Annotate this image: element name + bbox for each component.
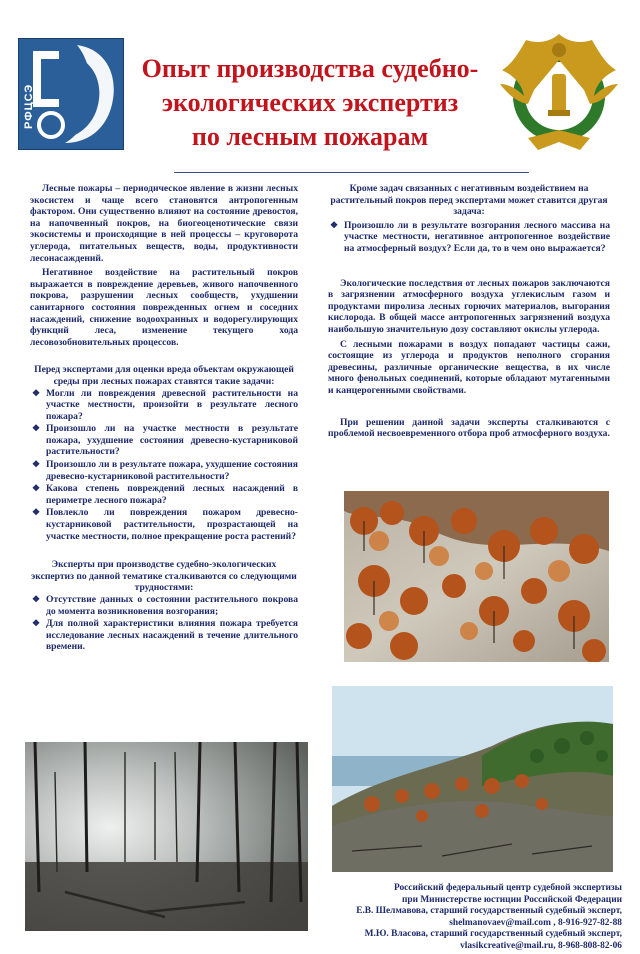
right-column xyxy=(328,183,610,440)
coastal-burnt-hill-photo xyxy=(332,686,613,872)
diamond-bullet-icon: ❖ xyxy=(32,387,41,398)
title-line-1: Опыт производства судебно- xyxy=(141,54,479,83)
list-item: ❖ Могли ли повреждения древесной растительности на участке местности, произойти в результате лесного пожара? xyxy=(32,387,298,422)
questions-list xyxy=(30,388,298,543)
left-paragraph-2: Негативное воздействие на растительный покров выражается в повреждение деревьев, живого напочвенного покрова, разрушении лесных сообществ, ухудшении санитарного состояния поврежденных огнем и соседних насаждений, снижение водоохранных и водорегулирующих функций леса, изменение текущего хода лесовозобновительных процессов. xyxy=(30,267,298,348)
list-item: ❖ Произошло ли в результате пожара, ухудшение состояния древесно-кустарниковой растительности? xyxy=(32,459,298,482)
diamond-bullet-icon: ❖ xyxy=(32,507,41,518)
credit-org-line-1: Российский федеральный центр судебной экспертизы xyxy=(393,883,622,893)
list-item: ❖ Отсутствие данных о состоянии растительного покрова до момента возникновения возгорания; xyxy=(32,594,298,617)
authors-credits xyxy=(318,883,622,953)
title-line-2: экологических экспертиз xyxy=(161,88,459,117)
ministry-emblem xyxy=(498,30,620,158)
right-paragraph-2: С лесными пожарами в воздух попадают частицы сажи, состоящие из углерода и продуктов неполного сгорания древесины, различные органические вещества, в их числе много фенольных соединений, которые обладают мутагенными и канцерогенными свойствами. xyxy=(328,338,610,396)
list-item: ❖ Для полной характеристики влияния пожара требуется исследование лесных насаждений в течение длительного времени. xyxy=(32,618,298,653)
credit-org-line-2: при Министерстве юстиции Российской Федерации xyxy=(401,894,622,905)
right-paragraph-1: Экологические последствия от лесных пожаров заключаются в загрязнении атмосферного воздуха углекислым газом и продуктами пиролиза лесных горючих материалов, выгорания кислорода. В общей массе антропогенных загрязнений воздуха наибольшую значительную дозу составляют окислы углерода. xyxy=(328,277,610,335)
list-item: ❖ Повлекло ли повреждения пожаром древесно-кустарниковой растительности, прозрастающей на участке местности, полное прекращение роста растений? xyxy=(32,507,298,542)
diamond-bullet-icon: ❖ xyxy=(32,459,41,470)
air-question-list xyxy=(328,220,610,255)
diamond-bullet-icon: ❖ xyxy=(32,483,41,494)
title-divider xyxy=(174,172,529,173)
double-headed-eagle-emblem-icon xyxy=(498,30,620,158)
list-item: ❖ Произошло ли на участке местности в результате пожара, ухудшение состояния древесно-кустарниковой растительности? xyxy=(32,423,298,458)
questions-intro: Перед экспертами для оценки вреда объектам окружающей среды при лесных пожарах ставятся такие задачи: xyxy=(34,364,294,387)
diamond-bullet-icon: ❖ xyxy=(32,618,41,629)
diamond-bullet-icon: ❖ xyxy=(32,423,41,434)
burnt-hillside-photo xyxy=(344,491,609,662)
right-intro: Кроме задач связанных с негативным воздействием на растительный покров перед экспертами может ставится другая задача: xyxy=(330,183,608,218)
rfcse-logo xyxy=(18,38,124,150)
diamond-bullet-icon: ❖ xyxy=(330,219,339,230)
difficulties-list xyxy=(30,594,298,653)
credit-author-2: М.Ю. Власова, старший государственный судебный эксперт, xyxy=(364,929,622,940)
difficulties-intro: Эксперты при производстве судебно-экологических экспертиз по данной тематике сталкиваются со следующими трудностями: xyxy=(31,559,297,594)
credit-author-2-contact: vlasikcreative@mail.ru, 8-968-808-82-06 xyxy=(460,940,622,951)
left-column xyxy=(30,183,298,654)
credit-author-1: Е.В. Шелмавова, старший государственный судебный эксперт, xyxy=(356,906,622,917)
list-item: ❖ Какова степень повреждений лесных насаждений в периметре лесного пожара? xyxy=(32,483,298,506)
list-item: ❖ Произошло ли в результате возгорания лесного массива на участке местности, негативное антропогенное воздействие на атмосферный воздух? Если да, то в чем оно выражается? xyxy=(330,219,610,254)
poster-title xyxy=(125,52,495,154)
left-paragraph-1: Лесные пожары – периодическое явление в жизни лесных экосистем и чаще всего становятся антропогенным фактором. Они существенно влияют на состояние древостоя, на напочвенный покров, на биогеоценотические связи экосистемы и происходящие в ней процессы – круговорота углерода, питательных веществ, воды, продуктивности лесонасаждений. xyxy=(30,183,298,264)
diamond-bullet-icon: ❖ xyxy=(32,594,41,604)
credit-author-1-contact: shelmanovaev@mail.com , 8-916-927-82-88 xyxy=(449,917,622,928)
rfcse-logo-text: РФЦСЭ xyxy=(23,83,35,129)
title-line-3: по лесным пожарам xyxy=(191,122,429,151)
burnt-forest-photo xyxy=(25,742,308,931)
right-paragraph-3: При решении данной задачи эксперты сталкиваются с проблемой несвоевременного отбора проб атмосферного воздуха. xyxy=(328,416,610,440)
